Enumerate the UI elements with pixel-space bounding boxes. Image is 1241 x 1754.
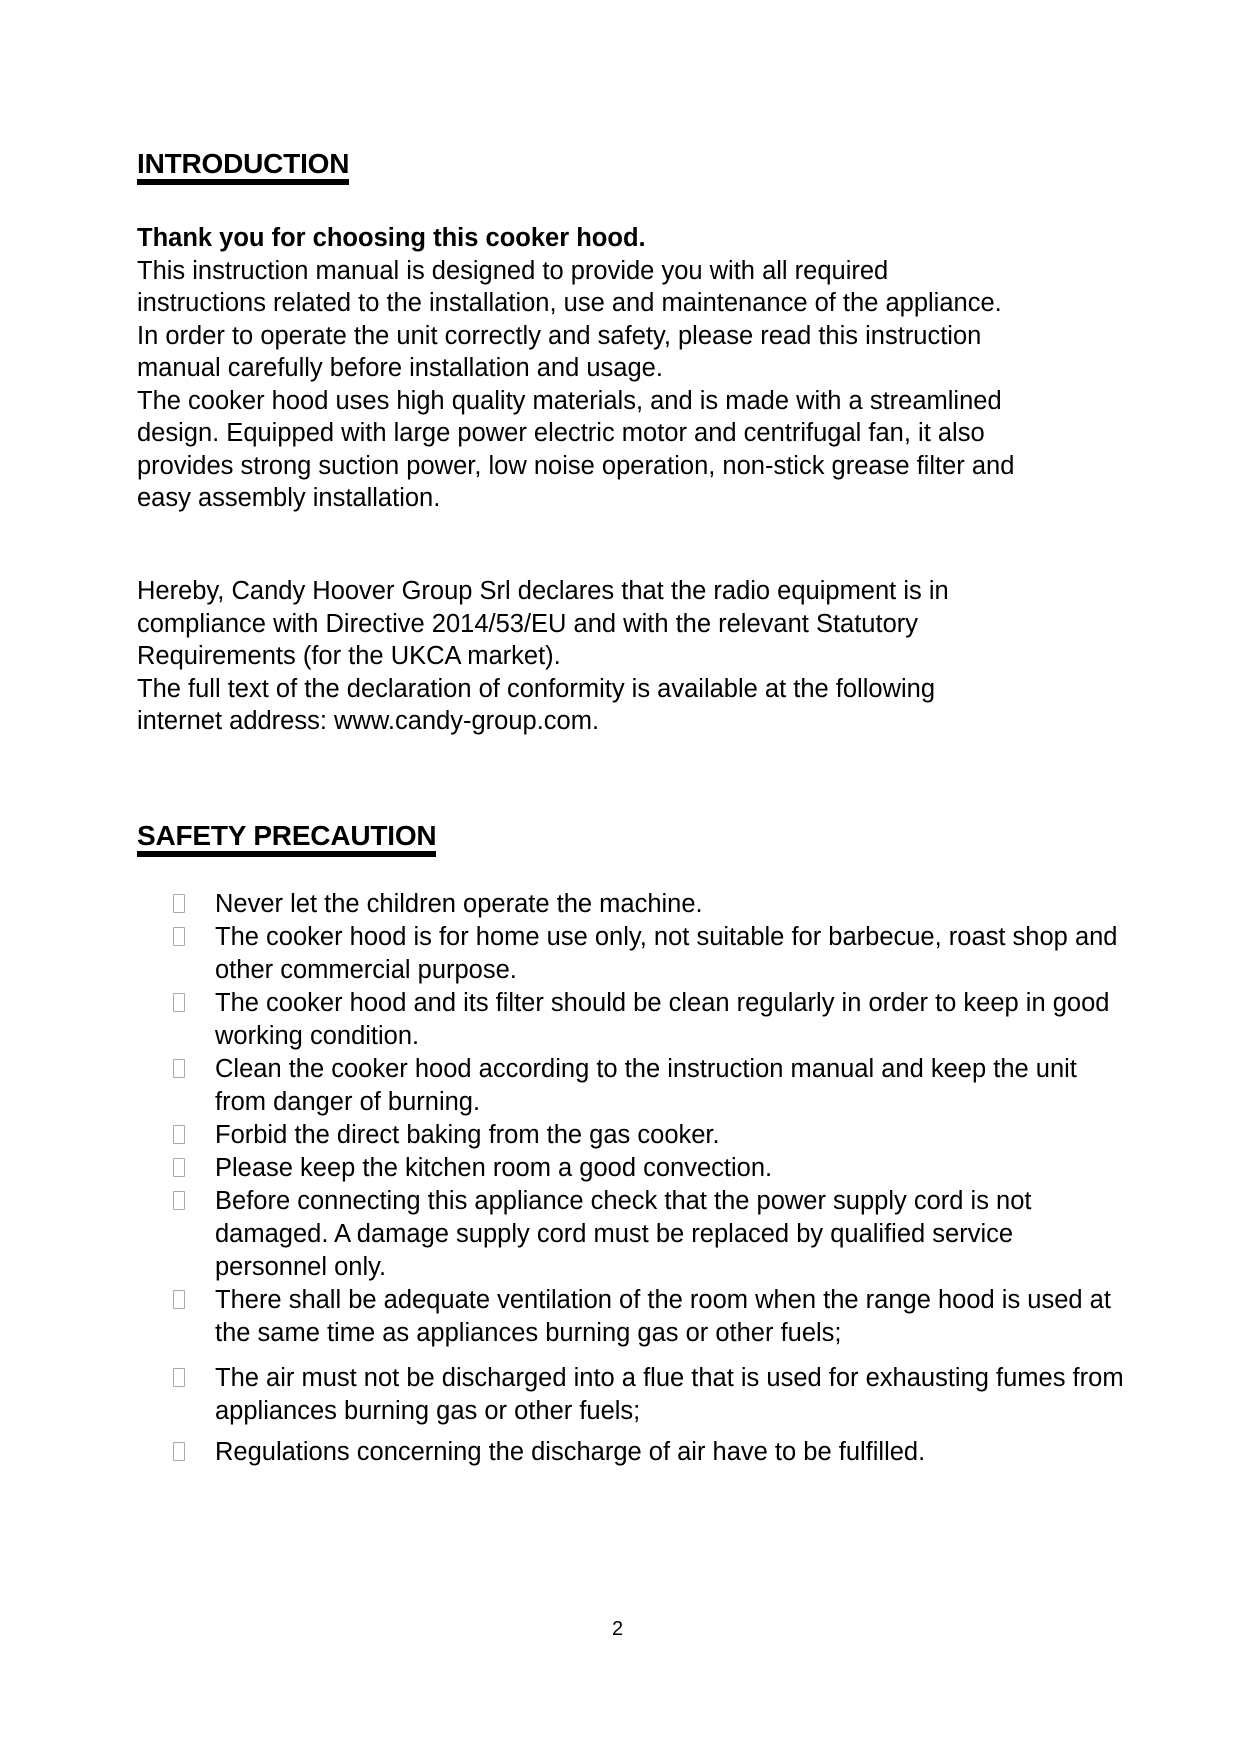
declaration-line: Hereby, Candy Hoover Group Srl declares that the radio equipment is in [137, 577, 949, 605]
bullet-box-icon [173, 1442, 185, 1461]
bullet-box-icon [173, 1125, 185, 1144]
safety-list [170, 888, 1130, 1469]
introduction-body [137, 222, 1137, 515]
declaration-line: The full text of the declaration of conformity is available at the following [137, 674, 936, 703]
page-number: 2 [612, 1618, 624, 1640]
thanks-line: Thank you for choosing this cooker hood. [137, 224, 646, 252]
list-item: The air must not be discharged into a flue that is used for exhausting fumes from appliances burning gas or other fuels; [170, 1362, 1130, 1428]
intro-line: easy assembly installation. [137, 484, 441, 512]
declaration-line: Requirements (for the UKCA market). [137, 642, 561, 670]
bullet-box-icon [173, 894, 185, 913]
declaration-body [137, 575, 1137, 738]
bullet-box-icon [173, 1158, 185, 1177]
list-item: Please keep the kitchen room a good convection. [170, 1152, 1130, 1185]
list-item: The cooker hood is for home use only, not suitable for barbecue, roast shop and other commercial purpose. [170, 921, 1130, 987]
list-item: There shall be adequate ventilation of the room when the range hood is used at the same time as appliances burning gas or other fuels; [170, 1284, 1130, 1350]
bullet-box-icon [173, 1368, 185, 1387]
declaration-line: compliance with Directive 2014/53/EU and with the relevant Statutory [137, 609, 918, 638]
safety-heading: SAFETY PRECAUTION [137, 820, 436, 857]
bullet-box-icon [173, 1191, 185, 1210]
list-item: Forbid the direct baking from the gas cooker. [170, 1119, 1130, 1152]
intro-line: The cooker hood uses high quality materials, and is made with a streamlined [137, 386, 1002, 415]
list-item: Regulations concerning the discharge of air have to be fulfilled. [170, 1436, 1130, 1469]
intro-line: This instruction manual is designed to provide you with all required [137, 256, 889, 285]
list-item: Clean the cooker hood according to the instruction manual and keep the unit from danger of burning. [170, 1053, 1130, 1119]
bullet-box-icon [173, 927, 185, 946]
list-item: The cooker hood and its filter should be clean regularly in order to keep in good working condition. [170, 987, 1130, 1053]
intro-line: In order to operate the unit correctly and safety, please read this instruction [137, 321, 982, 350]
intro-line: design. Equipped with large power electric motor and centrifugal fan, it also [137, 419, 985, 447]
intro-line: manual carefully before installation and usage. [137, 354, 663, 382]
list-item: Before connecting this appliance check that the power supply cord is not damaged. A damage supply cord must be replaced by qualified service personnel only. [170, 1185, 1130, 1284]
list-item: Never let the children operate the machine. [170, 888, 1130, 921]
bullet-box-icon [173, 1059, 185, 1078]
intro-line: instructions related to the installation, use and maintenance of the appliance. [137, 289, 1002, 317]
intro-line: provides strong suction power, low noise operation, non-stick grease filter and [137, 451, 1015, 480]
bullet-box-icon [173, 1290, 185, 1309]
declaration-line: internet address: www.candy-group.com. [137, 707, 600, 735]
introduction-heading: INTRODUCTION [137, 148, 349, 185]
bullet-box-icon [173, 993, 185, 1012]
